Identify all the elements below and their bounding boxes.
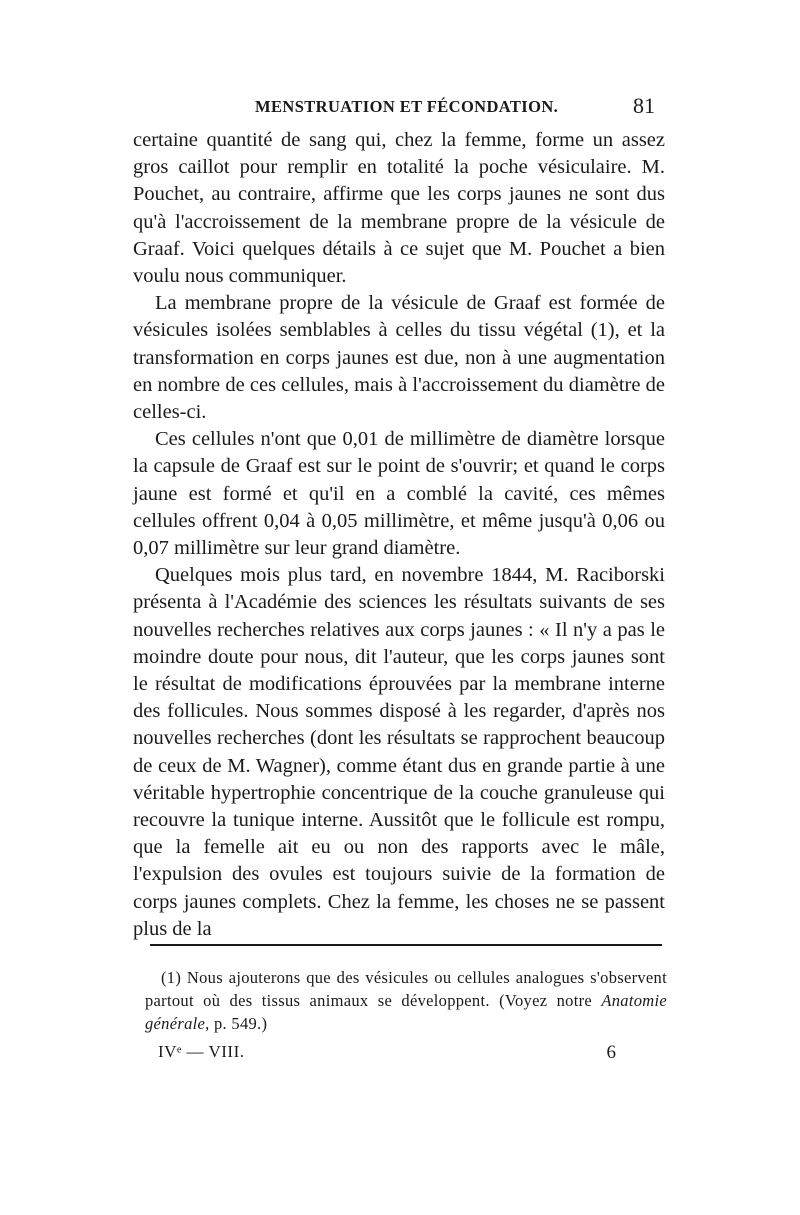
body-text <box>133 127 665 943</box>
running-title: MENSTRUATION ET FÉCONDATION. <box>255 97 559 116</box>
page-number: 81 <box>633 93 655 118</box>
footnote-book-title: Anatomie générale <box>145 991 667 1033</box>
paragraph: Ces cellules n'ont que 0,01 de millimètre de diamètre lorsque la capsule de Graaf est sur le point de s'ouvrir; et quand le corps jaune est formé et qu'il en a comblé la cavité, ces mêmes cellules offrent 0,04 à 0,05 millimètre, et même jusqu'à 0,06 ou 0,07 millimètre sur leur grand diamètre. <box>133 428 665 560</box>
footnote-rule <box>150 944 662 946</box>
signature-volume: IVᵉ — VIII. <box>158 1042 245 1061</box>
footnote-text <box>145 966 667 1035</box>
signature-mark: 6 <box>606 1042 616 1063</box>
paragraph: La membrane propre de la vésicule de Graaf est formée de vésicules isolées semblables à celles du tissu végétal (1), et la transformation en corps jaunes est due, non à une augmentation en nombre de ces cellules, mais à l'accroissement du diamètre de celles-ci. <box>133 292 665 424</box>
page-header <box>135 93 655 125</box>
footnote-text-start: (1) Nous ajouterons que des vésicules ou cellules analogues s'observent partout où des tissus animaux se développent. (Voyez notre <box>145 968 667 1010</box>
footnote <box>145 966 667 1035</box>
printer-signature <box>158 1042 616 1070</box>
footnote-text-end: , p. 549.) <box>205 1014 268 1033</box>
paragraph: Quelques mois plus tard, en novembre 1844, M. Raciborski présenta à l'Académie des sciences les résultats suivants de ses nouvelles recherches relatives aux corps jaunes : « Il n'y a pas le moindre doute pour nous, dit l'auteur, que les corps jaunes sont le résultat de modifications éprouvées par la membrane interne des follicules. Nous sommes disposé à les regarder, d'après nos nouvelles recherches (dont les résultats se rapprochent beaucoup de ceux de M. Wagner), comme étant dus en grande partie à une véritable hypertrophie concentrique de la couche granuleuse qui recouvre la tunique interne. Aussitôt que le follicule est rompu, que la femelle ait eu ou non des rapports avec le mâle, l'expulsion des ovules est toujours suivie de la formation de corps jaunes complets. Chez la femme, les choses ne se passent plus de la <box>133 564 665 940</box>
paragraph: certaine quantité de sang qui, chez la femme, forme un assez gros caillot pour remplir en totalité la poche vésiculaire. M. Pouchet, au contraire, affirme que les corps jaunes ne sont dus qu'à l'accroissement de la membrane propre de la vésicule de Graaf. Voici quelques détails à ce sujet que M. Pouchet a bien voulu nous communiquer. <box>133 129 665 288</box>
